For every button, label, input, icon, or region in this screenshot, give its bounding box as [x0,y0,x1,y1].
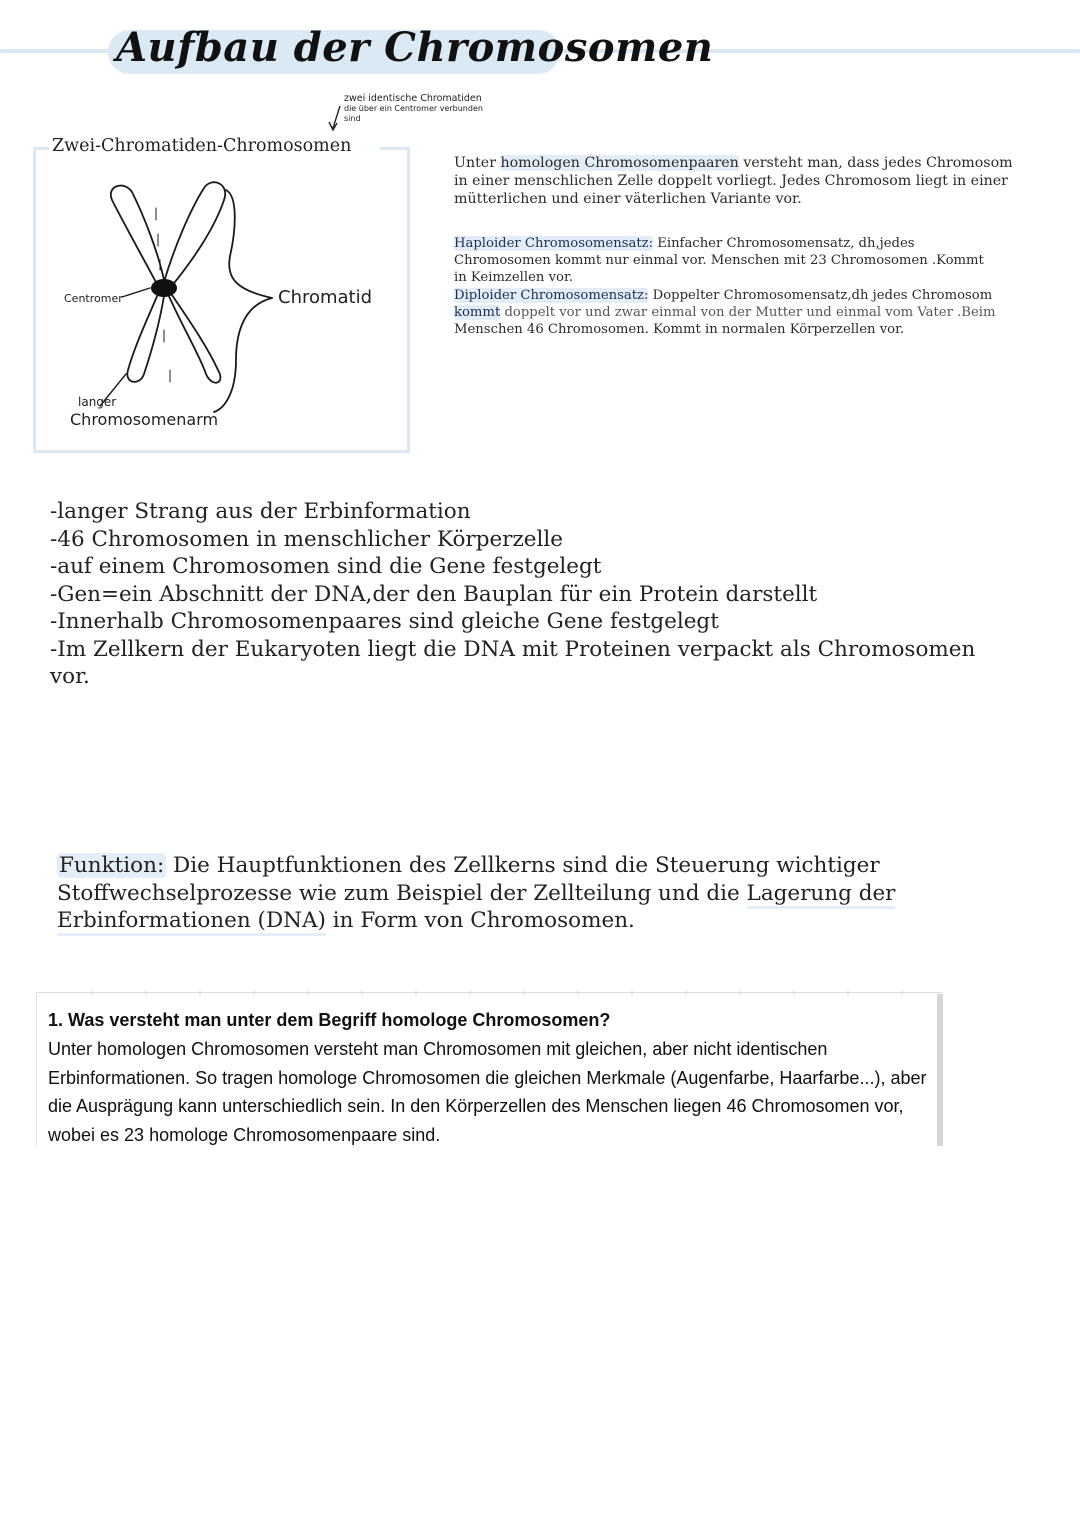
note-line-1: zwei identische Chromatiden [344,93,482,104]
funktion-line3b: in Form von Chromosomen. [325,908,635,933]
funktion-label: Funktion: [59,853,165,878]
upper-right-arm [164,182,225,288]
homolog-part1: Unter [454,155,501,171]
funktion-line2b: Lagerung der [747,881,896,909]
fact-item: -langer Strang aus der Erbinformation [50,499,471,524]
note-arrow [326,104,346,134]
homolog-part2: versteht man, dass jedes Chromosom [738,155,1013,171]
homolog-line2: in einer menschlichen Zelle doppelt vorliegt. Jedes Chromosom liegt in einer [454,173,1008,189]
label-centromer: Centromer [64,292,123,305]
funktion-line3a: Erbinformationen (DNA) [57,908,326,936]
answer-line: Unter homologen Chromosomen versteht man Chromosomen mit gleichen, aber nicht identischen [48,1039,828,1059]
haploid-paragraph [454,235,984,286]
center-dash-lower [164,330,170,382]
centromer-note [344,94,483,124]
answer-line: wobei es 23 homologe Chromosomenpaare sind. [48,1124,441,1145]
funktion-line1: Die Hauptfunktionen des Zellkerns sind die Steuerung wichtiger [166,853,880,878]
upper-left-arm [111,186,164,286]
fact-item: -Gen=ein Abschnitt der DNA,der den Bauplan für ein Protein darstellt [50,581,818,607]
haploid-line2: Chromosomen kommt nur einmal vor. Menschen mit 23 Chromosomen .Kommt [454,253,984,268]
homolog-paragraph [454,154,1013,208]
funktion-paragraph [57,852,937,935]
centromer-pointer [122,288,150,297]
lower-right-arm [168,292,220,383]
label-chromatid: Chromatid [278,287,373,308]
diploid-kommt: kommt [454,305,501,320]
label-arm-1: langer [78,395,117,409]
ruler-ticks [36,988,942,996]
centromere-dot [151,279,177,297]
answer-line: die Ausprägung kann unterschiedlich sein. In den Körperzellen des Menschen liegen 46 Chromosomen vor, [48,1096,904,1116]
fact-item: vor. [50,664,90,689]
frame-top-left [33,147,49,150]
chromatid-brace-upper [226,190,272,298]
fact-item: -Innerhalb Chromosomenpaares sind gleiche Gene festgelegt [50,609,719,634]
question-left-border [36,992,37,1146]
label-arm-2: Chromosomenarm [70,410,219,429]
diagram-heading: Zwei-Chromatiden-Chromosomen [52,136,352,156]
lower-left-arm [127,294,164,382]
fact-list [50,498,1040,691]
fact-item: -Im Zellkern der Eukaryoten liegt die DNA mit Proteinen verpackt als Chromosomen [50,636,976,662]
funktion-line2a: Stoffwechselprozesse wie zum Beispiel der Zellteilung und die [57,880,747,906]
question-answer [48,1035,948,1149]
fact-item: -auf einem Chromosomen sind die Gene festgelegt [50,554,602,579]
answer-line: Erbinformationen. So tragen homologe Chromosomen die gleichen Merkmale (Augenfarbe, Haarfarbe...), aber [48,1067,927,1088]
chromatid-brace-lower [214,298,272,412]
homolog-line3: mütterlichen und einer väterlichen Variante vor. [454,191,802,207]
fact-item: -46 Chromosomen in menschlicher Körperzelle [50,526,563,552]
haploid-line1: Einfacher Chromosomensatz, dh,jedes [653,236,915,251]
note-line-3: sind [344,114,361,123]
frame-top-right [380,147,410,150]
question-title: 1. Was versteht man unter dem Begriff homologe Chromosomen? [48,1010,611,1030]
haploid-line3: in Keimzellen vor. [454,270,574,285]
diploid-line3: Menschen 46 Chromosomen. Kommt in normalen Körperzellen vor. [454,322,905,337]
haploid-label: Haploider Chromosomensatz: [454,236,654,251]
note-line-2: die über ein Centromer verbunden [344,104,483,113]
page-title: Aufbau der Chromosomen [116,24,714,71]
homolog-highlight: homologen Chromosomenpaaren [500,155,739,171]
diploid-label: Diploider Chromosomensatz: [454,288,649,303]
diploid-line1: Doppelter Chromosomensatz,dh jedes Chromosom [648,288,993,303]
diploid-paragraph [454,287,996,338]
diploid-line2: doppelt vor und zwar einmal von der Mutter und einmal vom Vater .Beim [500,305,996,320]
title-rule-left [0,49,120,53]
